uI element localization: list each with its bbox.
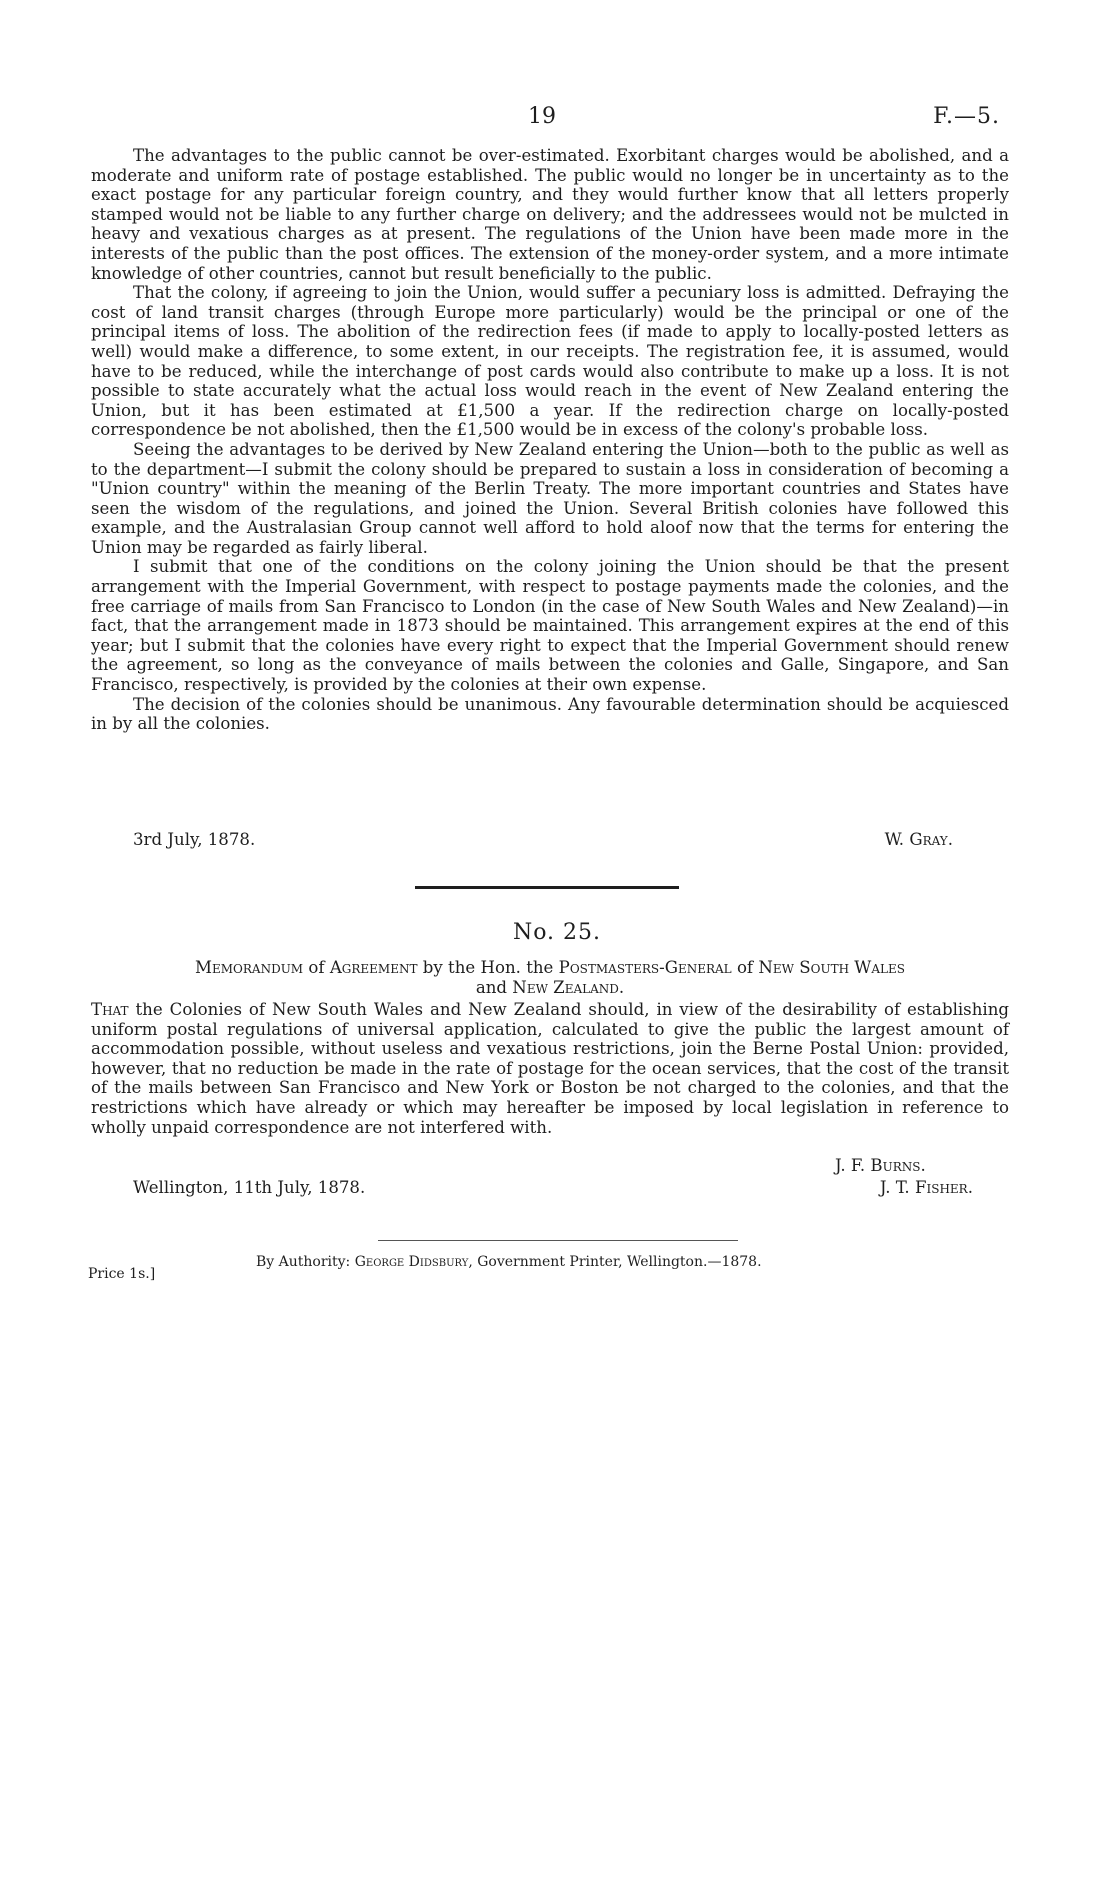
body-text [91,146,1009,734]
page-number: 19 [528,104,556,129]
paragraph-3: Seeing the advantages to be derived by New Zealand entering the Union—both to the public as well as to the department—I submit the colony should be prepared to sustain a loss in consideration of becoming a "Union country" within the meaning of the Berlin Treaty. The more important countries and States have seen the wisdom of the regulations, and joined the Union. Several British colonies have followed this example, and the Australasian Group cannot well afford to hold aloof now that the terms for entering the Union may be regarded as fairly liberal. [91,439,1009,557]
paragraph-4: I submit that one of the conditions on the colony joining the Union should be that the present arrangement with the Imperial Government, with respect to postage payments made the colonies, and the free carriage of mails from San Francisco to London (in the case of New South Wales and New Zealand)—in fact, that the arrangement made in 1873 should be maintained. This arrangement expires at the end of this year; but I submit that the colonies have every right to expect that the Imperial Government should renew the agreement, so long as the conveyance of mails between the colonies and Galle, Singapore, and San Francisco, respectively, is provided by the colonies at their own expense. [91,557,1009,695]
memo-title-word: of [308,958,325,977]
memo-title-word: New Zealand. [512,978,625,997]
memorandum-title [91,958,1009,998]
document-code: F.—5. [933,104,1000,129]
section-heading: No. 25. [512,920,602,945]
memo-title-word: Agreement [329,958,418,977]
printer-name: George Didsbury, [354,1254,473,1270]
price-label: Price 1s.] [88,1266,156,1282]
signatory-fisher: J. T. Fisher. [879,1178,973,1197]
section-divider [415,886,679,889]
footer-divider [378,1240,738,1241]
page-header [0,104,1114,132]
memo-place-date: Wellington, 11th July, 1878. [133,1178,366,1197]
letter-date: 3rd July, 1878. [133,830,256,849]
memo-lead-word: That [91,1000,129,1019]
paragraph-5: The decision of the colonies should be unanimous. Any favourable determination should be acquiesced in by all the colonies. [91,694,1009,734]
memo-title-word: of [736,958,754,977]
signatory-name: W. Gray. [884,830,953,849]
authority-suffix: Government Printer, Wellington.—1878. [477,1254,762,1270]
memo-title-word: Memorandum [195,958,304,977]
imprint [256,1254,762,1270]
memo-title-word: and [475,978,508,997]
paragraph-1: The advantages to the public cannot be over-estimated. Exorbitant charges would be abolished, and a moderate and uniform rate of postage established. The public would no longer be in uncertainty as to the exact postage for any particular foreign country, and they would further know that all letters properly stamped would not be liable to any further charge on delivery; and the addressees would not be mulcted in heavy and vexatious charges as at present. The regulations of the Union have been made more in the interests of the public than the post offices. The extension of the money-order system, and a more intimate knowledge of other countries, cannot but result beneficially to the public. [91,146,1009,283]
memo-title-word: by the Hon. the [422,958,554,977]
memo-text: the Colonies of New South Wales and New Zealand should, in view of the desirability of establishing uniform postal regulations of universal application, calculated to give the public the largest amount of accommodation possible, without useless and vexatious restrictions, join the Berne Postal Union: provided, however, that no reduction be made in the rate of postage for the ocean services, that the cost of the transit of the mails between San Francisco and New York or Boston be not charged to the colonies, and that the restrictions which have already or which may hereafter be imposed by local legislation in reference to wholly unpaid correspondence are not interfered with. [91,1000,1009,1137]
memo-paragraph [91,1000,1009,1137]
signature-block-2 [133,1178,973,1197]
signatory-burns: J. F. Burns. [835,1156,926,1175]
authority-prefix: By Authority: [256,1254,351,1270]
memo-title-word: Postmasters-General [558,958,732,977]
memorandum-body [91,1000,1009,1137]
paragraph-2: That the colony, if agreeing to join the Union, would suffer a pecuniary loss is admitted. Defraying the cost of land transit charges (through Europe more particularly) would be the principal or one of the principal items of loss. The abolition of the redirection fees (if made to apply to locally-posted letters as well) would make a difference, to some extent, in our receipts. The registration fee, it is assumed, would have to be reduced, while the interchange of post cards would also contribute to make up a loss. It is not possible to state accurately what the actual loss would reach in the event of New Zealand entering the Union, but it has been estimated at £1,500 a year. If the redirection charge on locally-posted correspondence be not abolished, then the £1,500 would be in excess of the colony's probable loss. [91,283,1009,440]
memo-title-word: New South Wales [758,958,905,977]
